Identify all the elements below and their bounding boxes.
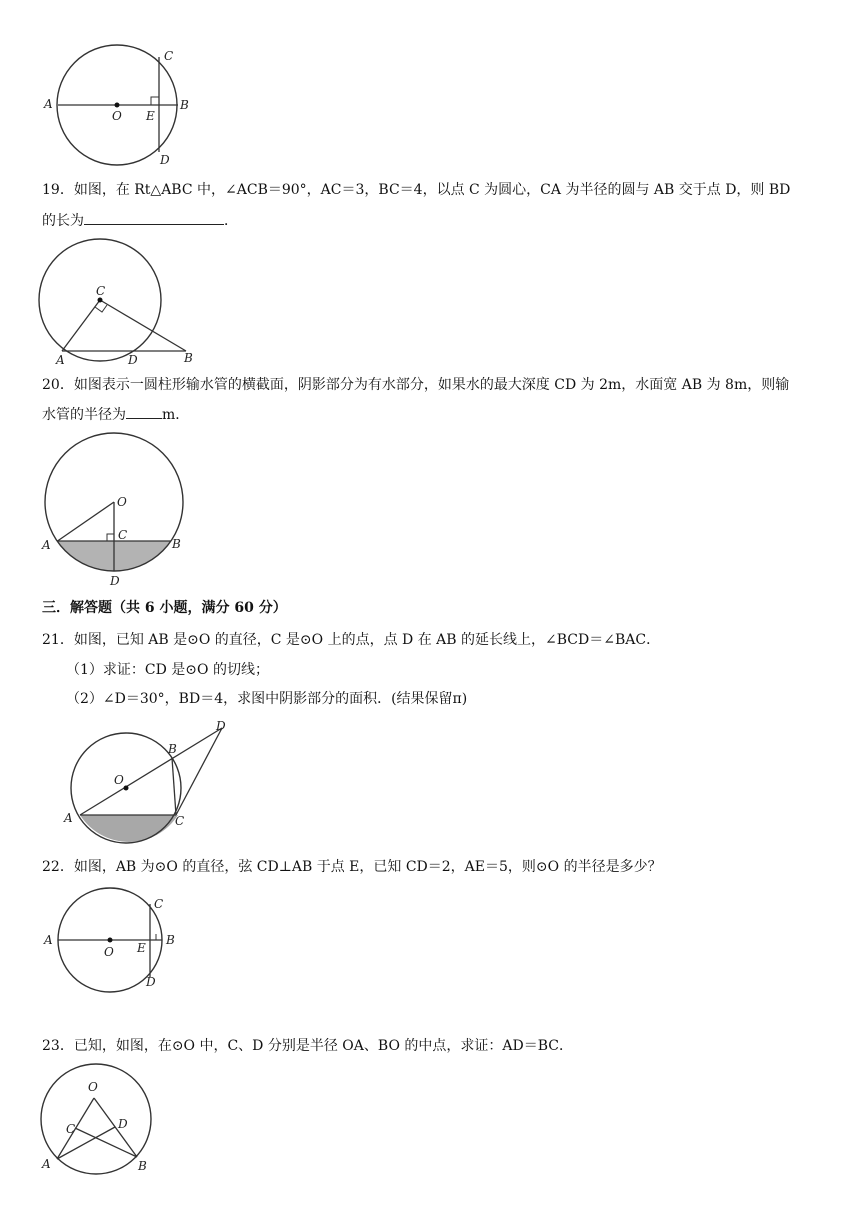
right-angle-mark — [150, 934, 156, 940]
right-angle-mark — [107, 534, 114, 541]
label-c: C — [118, 528, 128, 542]
label-o: O — [104, 945, 114, 959]
label-a: A — [42, 538, 51, 552]
q22-text: 22．如图，AB 为⊙O 的直径，弦 CD⊥AB 于点 E，已知 CD＝2，AE＝5，则⊙O 的半径是多少？ — [42, 859, 662, 875]
figure-q19 — [36, 238, 196, 368]
label-a: A — [44, 933, 53, 947]
figure-q22 — [40, 882, 200, 1000]
figure-circle-chord-top — [40, 42, 200, 177]
label-o: O — [88, 1080, 98, 1094]
q19-text: 19．如图，在 Rt△ABC 中，∠ACB＝90°，AC＝3，BC＝4，以点 C 为圆心，CA 为半径的圆与 AB 交于点 D，则 BD — [42, 182, 791, 198]
segment-cd — [176, 728, 222, 815]
q20-text2: 水管的半径为 — [42, 407, 126, 423]
q19-line2 — [42, 210, 238, 231]
center-point — [108, 938, 113, 943]
label-c: C — [164, 49, 174, 63]
label-d: D — [146, 975, 156, 989]
q19-text2-end: ． — [224, 213, 238, 229]
label-d: D — [216, 719, 226, 733]
label-o: O — [112, 109, 122, 123]
segment-ac — [62, 300, 100, 351]
label-d: D — [128, 353, 138, 367]
center-point — [115, 103, 120, 108]
label-e: E — [146, 109, 155, 123]
q20-line2 — [42, 404, 189, 425]
figure-q21 — [60, 718, 240, 843]
q20-text2-end: m． — [162, 407, 190, 423]
label-b: B — [166, 933, 175, 947]
label-c: C — [96, 284, 106, 298]
segment-bc — [172, 758, 176, 815]
label-a: A — [42, 1157, 51, 1171]
segment-ao — [58, 502, 115, 541]
label-c: C — [154, 897, 164, 911]
section-3-title: 三．解答题（共 6 小题，满分 60 分） — [42, 600, 287, 616]
label-b: B — [184, 351, 193, 365]
label-o: O — [114, 773, 124, 787]
center-point — [124, 786, 129, 791]
q20-answer-blank — [126, 404, 162, 419]
label-b: B — [180, 98, 189, 112]
label-a: A — [64, 811, 73, 825]
label-b: B — [138, 1159, 147, 1173]
label-c: C — [175, 814, 185, 828]
right-angle-mark — [95, 305, 107, 312]
q19-answer-blank — [84, 210, 224, 225]
label-d: D — [110, 574, 120, 588]
right-angle-mark — [151, 97, 159, 105]
figure-q20 — [40, 433, 200, 593]
q23-text: 23．已知，如图，在⊙O 中，C、D 分别是半径 OA、BO 的中点，求证：AD＝BC． — [42, 1038, 573, 1054]
label-e: E — [137, 941, 146, 955]
label-b: B — [168, 742, 177, 756]
point-c — [98, 298, 103, 303]
radius-ob — [94, 1098, 137, 1157]
q21-text: 21．如图，已知 AB 是⊙O 的直径，C 是⊙O 上的点，点 D 在 AB 的延长线上，∠BCD＝∠BAC． — [42, 632, 661, 648]
q21-part1: （1）求证：CD 是⊙O 的切线； — [66, 662, 269, 678]
label-o: O — [117, 495, 127, 509]
label-d: D — [118, 1117, 128, 1131]
label-a: A — [44, 97, 53, 111]
q19-text2: 的长为 — [42, 213, 84, 229]
label-c: C — [66, 1122, 76, 1136]
label-a: A — [56, 353, 65, 367]
q21-part2: （2）∠D＝30°，BD＝4，求图中阴影部分的面积．(结果保留π) — [66, 691, 468, 707]
q20-text: 20．如图表示一圆柱形输水管的横截面，阴影部分为有水部分，如果水的最大深度 CD 为 2m，水面宽 AB 为 8m，则输 — [42, 377, 790, 393]
figure-q23 — [36, 1064, 176, 1184]
label-d: D — [160, 153, 170, 167]
line-ad — [80, 728, 222, 815]
label-b: B — [172, 537, 181, 551]
